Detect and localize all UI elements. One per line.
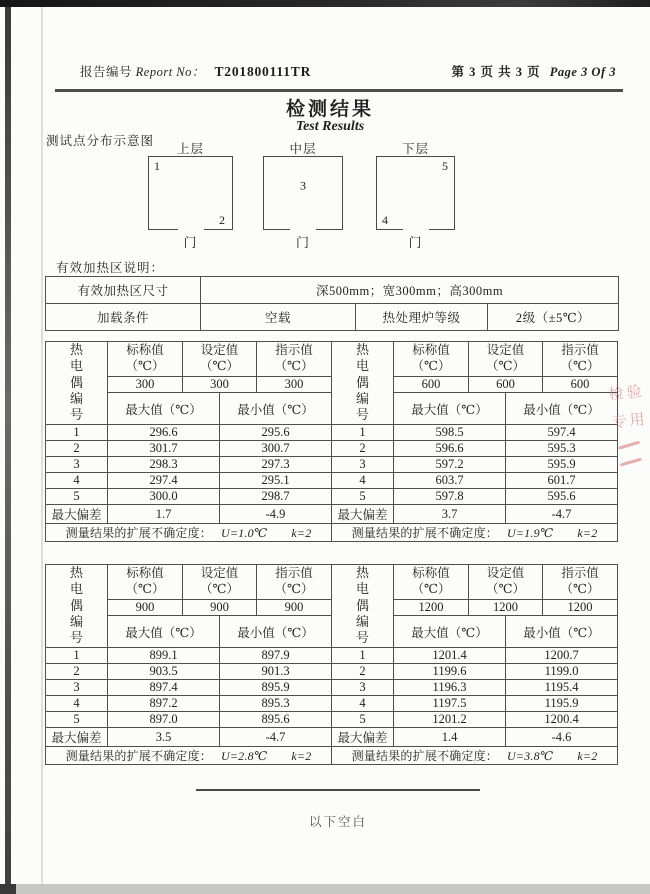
thermocouple-no-label: 热电偶编号 (356, 565, 370, 646)
max-value: 899.1 (108, 648, 220, 664)
max-value: 596.6 (394, 441, 506, 457)
nominal-value: 1200 (394, 600, 469, 616)
test-point: 3 (300, 178, 306, 193)
stamp-stroke (620, 458, 642, 467)
layer-label: 下层 (401, 142, 429, 156)
indicated-header (257, 565, 332, 600)
test-point: 5 (442, 159, 448, 173)
max-value: 298.3 (108, 457, 220, 473)
min-header: 最小值（℃） (506, 393, 618, 425)
set-value: 600 (469, 377, 543, 393)
tc-number: 4 (46, 696, 108, 712)
max-value: 598.5 (394, 425, 506, 441)
indicated-header (543, 565, 618, 600)
min-value: 901.3 (220, 664, 332, 680)
scan-edge-left (5, 7, 11, 894)
unit-text: （℃） (411, 359, 451, 373)
measurement-table-300 (45, 341, 332, 542)
furnace-box (263, 156, 343, 230)
layer-label: 上层 (176, 142, 204, 156)
measurement-block-2 (45, 564, 618, 765)
max-value: 1197.5 (394, 696, 506, 712)
tc-number: 1 (332, 648, 394, 664)
min-value: 300.7 (220, 441, 332, 457)
min-value: 297.3 (220, 457, 332, 473)
report-no-label-en: Report No： (135, 65, 205, 79)
tc-number: 3 (332, 680, 394, 696)
page-fold-line (41, 7, 43, 894)
page-number-line (451, 62, 616, 80)
uncertainty-row (46, 747, 332, 765)
zone-size-value: 深500mm；宽300mm；高300mm (201, 277, 619, 304)
max-deviation-label: 最大偏差 (46, 728, 108, 747)
page-info-en: Page 3 Of 3 (549, 65, 616, 79)
thermocouple-no-label: 热电偶编号 (356, 342, 370, 423)
tc-number: 5 (46, 712, 108, 728)
min-value: 1199.0 (506, 664, 618, 680)
measurement-table-900 (45, 564, 332, 765)
max-header: 最大值（℃） (394, 393, 506, 425)
min-value: 1200.7 (506, 648, 618, 664)
nominal-header (394, 565, 469, 600)
set-header-text: 设定值 (486, 566, 525, 581)
thermocouple-no-header (46, 565, 108, 648)
unit-text: （℃） (411, 582, 451, 596)
max-deviation-value: 1.7 (108, 505, 220, 524)
max-deviation-label: 最大偏差 (332, 728, 394, 747)
door-label: 门 (408, 235, 423, 250)
set-header (469, 342, 543, 377)
page-title: 检测结果 (285, 99, 374, 120)
set-header-text: 设定值 (200, 343, 239, 358)
nominal-header-text: 标称值 (126, 343, 164, 358)
max-deviation-value: 1.4 (394, 728, 506, 747)
furnace-grade-value: 2级（±5℃） (488, 304, 619, 331)
max-deviation-label: 最大偏差 (46, 505, 108, 524)
max-header: 最大值（℃） (108, 616, 220, 648)
uncertainty-u-value: U=3.8℃ (507, 749, 554, 763)
measurement-table (45, 341, 332, 542)
indicated-value: 900 (257, 600, 332, 616)
max-deviation-label: 最大偏差 (332, 505, 394, 524)
max-value: 597.8 (394, 489, 506, 505)
nominal-header (108, 342, 183, 377)
report-no-value: T201800111TR (214, 64, 312, 79)
min-value: 601.7 (506, 473, 618, 489)
nominal-header (394, 342, 469, 377)
nominal-value: 300 (108, 377, 183, 393)
min-value: 295.1 (220, 473, 332, 489)
min-value: 1200.4 (506, 712, 618, 728)
measurement-table (45, 564, 332, 765)
uncertainty-u-value: U=2.8℃ (221, 749, 268, 763)
tc-number: 3 (46, 457, 108, 473)
unit-text: （℃） (486, 359, 526, 373)
uncertainty-k-value: k=2 (577, 526, 598, 540)
layer-diagram-upper (148, 139, 233, 251)
furnace-grade-label: 热处理炉等级 (356, 304, 488, 331)
unit-text: （℃） (560, 359, 600, 373)
indicated-value: 1200 (543, 600, 618, 616)
min-value: 1195.9 (506, 696, 618, 712)
uncertainty-row (46, 524, 332, 542)
nominal-header-text: 标称值 (126, 566, 164, 581)
tc-number: 2 (46, 664, 108, 680)
tc-number: 3 (46, 680, 108, 696)
indicated-header-text: 指示值 (561, 566, 599, 581)
thermocouple-no-header (332, 342, 394, 425)
tc-number: 5 (332, 712, 394, 728)
tc-number: 4 (332, 696, 394, 712)
tc-number: 1 (46, 425, 108, 441)
indicated-header (543, 342, 618, 377)
furnace-box (148, 156, 233, 230)
tc-number: 1 (46, 648, 108, 664)
min-value: 597.4 (506, 425, 618, 441)
max-value: 1199.6 (394, 664, 506, 680)
max-value: 297.4 (108, 473, 220, 489)
layer-label: 中层 (289, 142, 317, 156)
heating-zone-table (45, 276, 619, 331)
max-value: 1201.4 (394, 648, 506, 664)
measurement-table (331, 341, 618, 542)
set-header-text: 设定值 (200, 566, 239, 581)
thermocouple-no-label: 热电偶编号 (69, 565, 83, 646)
min-deviation-value: -4.6 (506, 728, 618, 747)
door-gap (290, 227, 316, 231)
uncertainty-label: 测量结果的扩展不确定度： (351, 749, 499, 763)
end-rule (196, 789, 480, 791)
min-value: 895.3 (220, 696, 332, 712)
max-value: 897.4 (108, 680, 220, 696)
set-value: 300 (183, 377, 257, 393)
tc-number: 5 (46, 489, 108, 505)
heating-zone-caption: 有效加热区说明： (56, 261, 165, 275)
min-value: 895.6 (220, 712, 332, 728)
unit-text: （℃） (486, 582, 526, 596)
uncertainty-k-value: k=2 (291, 749, 312, 763)
min-deviation-value: -4.7 (506, 505, 618, 524)
nominal-value: 900 (108, 600, 183, 616)
thermocouple-no-label: 热电偶编号 (69, 342, 83, 423)
uncertainty-label: 测量结果的扩展不确定度： (351, 526, 499, 540)
uncertainty-label: 测量结果的扩展不确定度： (65, 749, 212, 763)
max-value: 301.7 (108, 441, 220, 457)
test-point: 4 (382, 213, 388, 227)
test-point: 2 (219, 213, 225, 227)
tc-number: 4 (46, 473, 108, 489)
page-subtitle: Test Results (295, 119, 365, 134)
unit-text: （℃） (560, 582, 600, 596)
min-value: 298.7 (220, 489, 332, 505)
uncertainty-u-value: U=1.9℃ (507, 526, 554, 540)
tc-number: 2 (46, 441, 108, 457)
max-value: 603.7 (394, 473, 506, 489)
blank-below-note: 以下空白 (308, 815, 367, 829)
max-value: 1196.3 (394, 680, 506, 696)
min-value: 1195.4 (506, 680, 618, 696)
measurement-table (331, 564, 618, 765)
load-condition-value: 空载 (201, 304, 356, 331)
set-header-text: 设定值 (486, 343, 525, 358)
unit-text: （℃） (274, 582, 314, 596)
set-header (183, 565, 257, 600)
min-value: 895.9 (220, 680, 332, 696)
unit-text: （℃） (200, 582, 239, 596)
uncertainty-u-value: U=1.0℃ (221, 526, 268, 540)
max-header: 最大值（℃） (394, 616, 506, 648)
nominal-header-text: 标称值 (412, 566, 450, 581)
min-value: 897.9 (220, 648, 332, 664)
tc-number: 4 (332, 473, 394, 489)
min-deviation-value: -4.9 (220, 505, 332, 524)
nominal-header-text: 标称值 (412, 343, 450, 358)
set-header (469, 565, 543, 600)
max-value: 897.2 (108, 696, 220, 712)
uncertainty-row (332, 747, 618, 765)
red-stamp-fragment (608, 384, 650, 465)
max-value: 597.2 (394, 457, 506, 473)
indicated-value: 300 (257, 377, 332, 393)
uncertainty-label: 测量结果的扩展不确定度： (65, 526, 212, 540)
measurement-table-1200 (331, 564, 618, 765)
thermocouple-no-header (332, 565, 394, 648)
min-value: 595.6 (506, 489, 618, 505)
max-value: 897.0 (108, 712, 220, 728)
set-value: 1200 (469, 600, 543, 616)
set-header (183, 342, 257, 377)
max-value: 1201.2 (394, 712, 506, 728)
test-point: 1 (154, 159, 160, 173)
indicated-header-text: 指示值 (275, 566, 313, 581)
unit-text: （℃） (200, 359, 239, 373)
max-value: 903.5 (108, 664, 220, 680)
unit-text: （℃） (125, 359, 165, 373)
header-rule (55, 89, 623, 92)
uncertainty-k-value: k=2 (577, 749, 598, 763)
tc-number: 2 (332, 664, 394, 680)
max-deviation-value: 3.7 (394, 505, 506, 524)
min-value: 295.6 (220, 425, 332, 441)
zone-size-label: 有效加热区尺寸 (46, 277, 201, 304)
thermocouple-no-header (46, 342, 108, 425)
stamp-stroke (618, 441, 640, 450)
page-info-zh: 第 3 页 共 3 页 (451, 65, 541, 79)
max-deviation-value: 3.5 (108, 728, 220, 747)
layer-diagram-middle (263, 139, 343, 251)
furnace-box (376, 156, 455, 230)
min-header: 最小值（℃） (220, 616, 332, 648)
unit-text: （℃） (125, 582, 165, 596)
scan-corner-mark (0, 884, 16, 894)
tc-number: 5 (332, 489, 394, 505)
scan-edge-bottom (0, 884, 650, 894)
indicated-value: 600 (543, 377, 618, 393)
nominal-header (108, 565, 183, 600)
uncertainty-k-value: k=2 (291, 526, 312, 540)
indicated-header-text: 指示值 (561, 343, 599, 358)
min-value: 595.9 (506, 457, 618, 473)
indicated-header (257, 342, 332, 377)
min-deviation-value: -4.7 (220, 728, 332, 747)
load-condition-label: 加载条件 (46, 304, 201, 331)
door-gap (403, 227, 429, 231)
door-gap (178, 227, 204, 231)
measurement-block-1 (45, 341, 618, 542)
diagram-caption: 测试点分布示意图 (46, 134, 155, 148)
stamp-text: 检验 (607, 383, 646, 404)
stamp-text: 专用 (610, 411, 649, 432)
scan-edge-top (0, 0, 650, 7)
report-number-line (80, 62, 311, 80)
max-value: 300.0 (108, 489, 220, 505)
measurement-table-600 (331, 341, 618, 542)
door-label: 门 (183, 235, 198, 250)
tc-number: 1 (332, 425, 394, 441)
report-no-label-zh: 报告编号 (80, 65, 133, 79)
min-header: 最小值（℃） (220, 393, 332, 425)
tc-number: 2 (332, 441, 394, 457)
tc-number: 3 (332, 457, 394, 473)
unit-text: （℃） (274, 359, 314, 373)
max-value: 296.6 (108, 425, 220, 441)
max-header: 最大值（℃） (108, 393, 220, 425)
layer-diagram-lower (376, 139, 455, 251)
door-label: 门 (295, 235, 310, 250)
nominal-value: 600 (394, 377, 469, 393)
indicated-header-text: 指示值 (275, 343, 313, 358)
min-header: 最小值（℃） (506, 616, 618, 648)
uncertainty-row (332, 524, 618, 542)
set-value: 900 (183, 600, 257, 616)
min-value: 595.3 (506, 441, 618, 457)
